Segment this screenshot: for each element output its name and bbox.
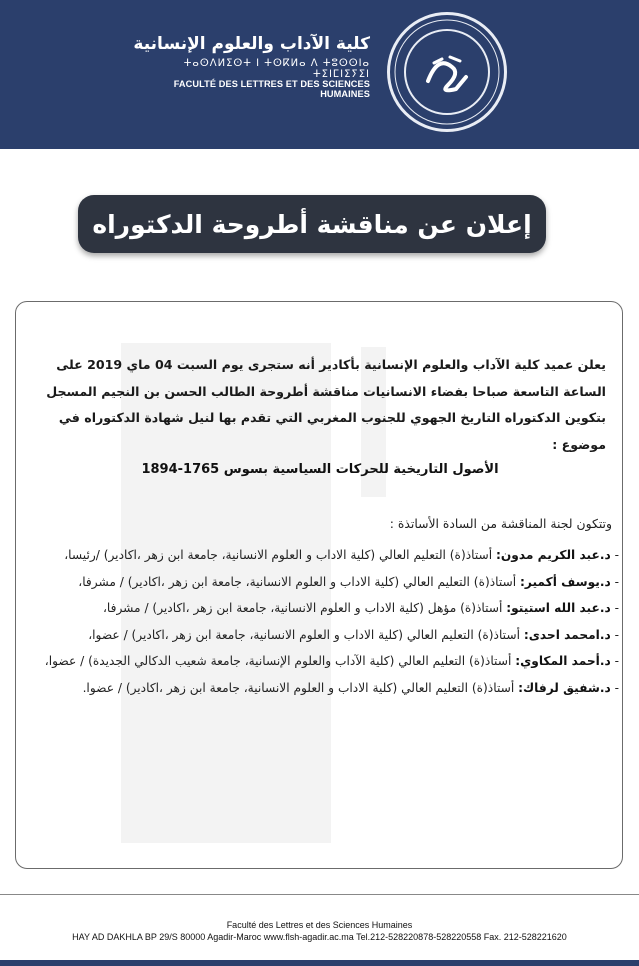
member-details: أستاذ(ة) التعليم العالي (كلية الآداب والعلوم الإنسانية، جامعة شعيب الدكالي الجديدة) / عضوا، (44, 654, 512, 668)
footer-bar (0, 960, 639, 966)
committee-member: - د.عبد الكريم مدون: أستاذ(ة) التعليم العالي (كلية الاداب و العلوم الانسانية، جامعة ابن زهر ،اكادير) /رئيسا، (64, 548, 619, 562)
page-header (0, 0, 639, 149)
committee-member: - د.يوسف أكمير: أستاذ(ة) التعليم العالي (كلية الاداب و العلوم الانسانية، جامعة ابن زهر ،اكادير) / مشرفا، (78, 574, 619, 589)
announcement-body: يعلن عميد كلية الآداب والعلوم الإنسانية بأكادير أنه ستجرى يوم السبت 04 ماي 2019 على الساعة التاسعة صباحا بفضاء الانسانيات مناقشة أطروحة الطالب الحسن بن النجيم المسجل بتكوين الدكتوراه التاريخ الجهوي للجنوب المغربي التي تقدم بها لنيل شهادة الدكتوراه في موضوع : (46, 357, 606, 452)
committee-member: - د.عبد الله استيتو: أستاذ(ة) مؤهل (كلية الاداب و العلوم الانسانية، جامعة ابن زهر ،اكادير) / مشرفا، (102, 601, 619, 615)
member-name: د.يوسف أكمير: (520, 574, 611, 589)
committee-member: - د.أحمد المكاوي: أستاذ(ة) التعليم العالي (كلية الآداب والعلوم الإنسانية، جامعة شعيب الدكالي الجديدة) / عضوا، (44, 654, 619, 668)
faculty-name-arabic: كلية الآداب والعلوم الإنسانية (133, 34, 370, 54)
member-name: د.امحمد احدى: (523, 627, 611, 642)
member-name: د.أحمد المكاوي: (515, 654, 611, 668)
thesis-title: الأصول التاريخية للحركات السياسية بسوس 1765-1894 (141, 462, 499, 477)
member-details: أستاذ(ة) التعليم العالي (كلية الاداب و العلوم الانسانية، جامعة ابن زهر ،اكادير) /رئيسا، (64, 548, 493, 562)
committee-list (34, 542, 619, 701)
committee-member: - د.امحمد احدى: أستاذ(ة) التعليم العالي (كلية الاداب و العلوم الانسانية، جامعة ابن زهر ،اكادير) / عضوا، (88, 627, 619, 642)
committee-intro: وتتكون لجنة المناقشة من السادة الأساتذة : (389, 516, 612, 531)
faculty-name-tifinagh: ⵜⴰⵙⴷⵍⵉⵙⵜ ⵏ ⵜⵙⴽⵍⴰ ⴷ ⵜⵓⵙⵙⵏⴰ ⵜⵉⵏⵎⵏⵉⵢⵉⵏ (183, 58, 370, 80)
footer-faculty-name: Faculté des Lettres et des Sciences Humaines (226, 920, 413, 930)
announcement-card (15, 301, 623, 869)
faculty-name-french: FACULTÉ DES LETTRES ET DES SCIENCES HUMAINES (173, 79, 370, 99)
announcement-title: إعلان عن مناقشة أطروحة الدكتوراه (78, 195, 546, 253)
member-details: أستاذ(ة) التعليم العالي (كلية الاداب و العلوم الانسانية، جامعة ابن زهر ،اكادير) / مشرفا، (78, 574, 517, 589)
footer-contact-info: HAY AD DAKHLA BP 29/S 80000 Agadir-Maroc www.flsh-agadir.ac.ma Tel.212-528220878-528220558 Fax. 212-528221620 (72, 932, 567, 942)
member-details: أستاذ(ة) مؤهل (كلية الاداب و العلوم الانسانية، جامعة ابن زهر ،اكادير) / مشرفا، (102, 601, 503, 615)
member-name: د.شفيق لرفاك: (518, 680, 611, 695)
member-name: د.عبد الله استيتو: (506, 601, 611, 615)
member-details: أستاذ(ة) التعليم العالي (كلية الاداب و العلوم الانسانية، جامعة ابن زهر ،اكادير) / عضوا. (82, 680, 515, 695)
committee-member: - د.شفيق لرفاك: أستاذ(ة) التعليم العالي (كلية الاداب و العلوم الانسانية، جامعة ابن زهر ،اكادير) / عضوا. (82, 680, 619, 695)
footer-divider (0, 894, 639, 895)
university-seal-logo (387, 12, 507, 132)
member-details: أستاذ(ة) التعليم العالي (كلية الاداب و العلوم الانسانية، جامعة ابن زهر ،اكادير) / عضوا، (88, 627, 520, 642)
member-name: د.عبد الكريم مدون: (496, 548, 611, 562)
seal-emblem-icon (390, 15, 504, 129)
